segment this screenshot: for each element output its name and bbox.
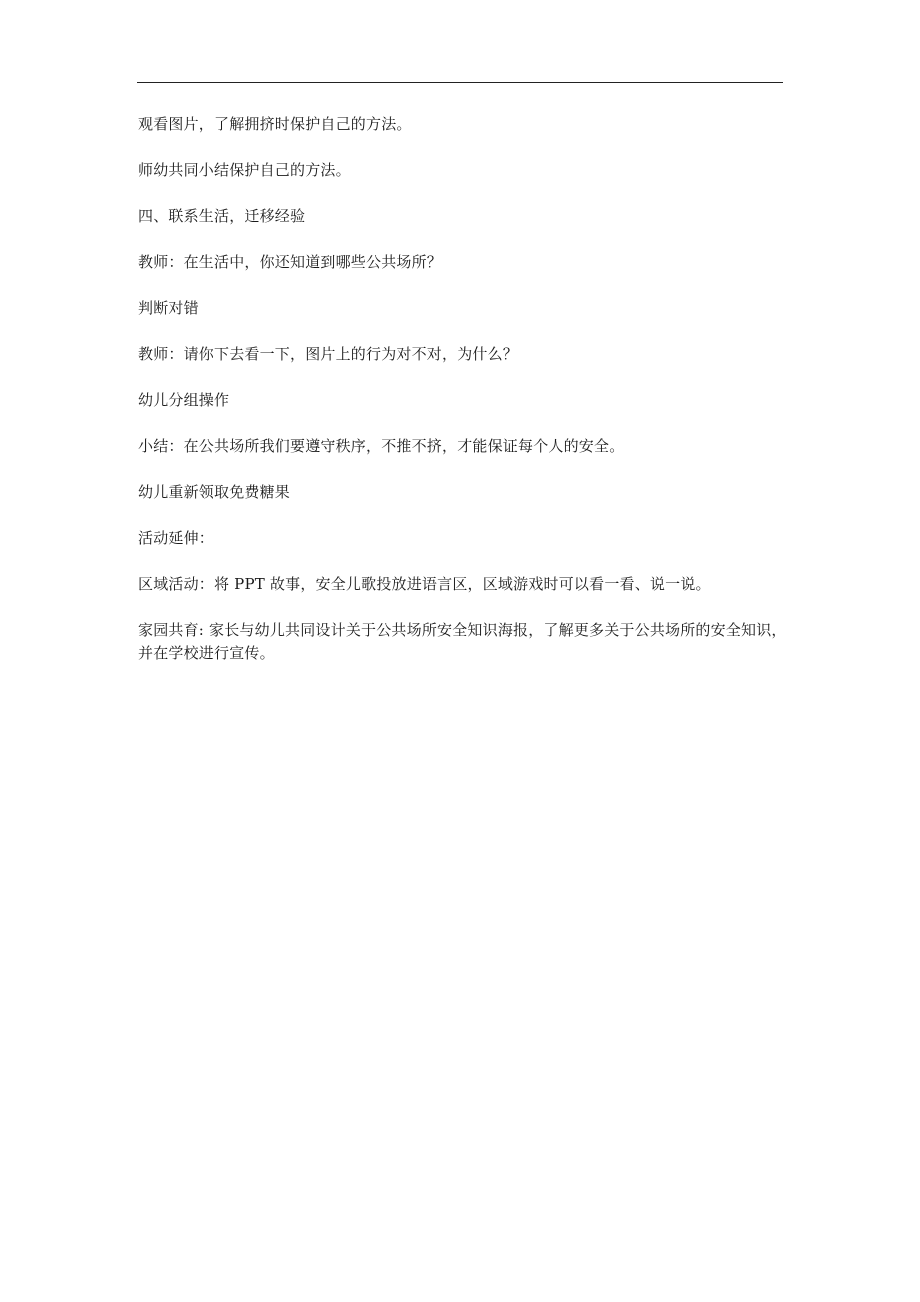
header-rule — [137, 82, 783, 83]
section-heading-four: 四、联系生活，迁移经验 — [138, 207, 306, 225]
paragraph-group-work: 幼儿分组操作 — [138, 391, 230, 409]
paragraph-extension-heading: 活动延伸： — [138, 529, 215, 547]
paragraph-summary-methods: 师幼共同小结保护自己的方法。 — [138, 161, 351, 179]
paragraph-candy: 幼儿重新领取免费糖果 — [138, 483, 291, 501]
paragraph-teacher-instruction: 教师：请你下去看一下，图片上的行为对不对，为什么？ — [138, 345, 519, 363]
paragraph-home-school: 家园共育: 家长与幼儿共同设计关于公共场所安全知识海报，了解更多关于公共场所的安全知识，并在学校进行宣传。 — [138, 621, 787, 662]
paragraph-teacher-question: 教师：在生活中，你还知道到哪些公共场所？ — [138, 253, 443, 271]
paragraph-judge: 判断对错 — [138, 299, 199, 317]
paragraph-area-activity: 区域活动：将 PPT 故事，安全儿歌投放进语言区，区域游戏时可以看一看、说一说。 — [138, 575, 711, 593]
paragraph-conclusion: 小结：在公共场所我们要遵守秩序，不推不挤，才能保证每个人的安全。 — [138, 437, 625, 455]
document-body — [138, 113, 788, 688]
paragraph-observe-pictures: 观看图片，了解拥挤时保护自己的方法。 — [138, 115, 412, 133]
